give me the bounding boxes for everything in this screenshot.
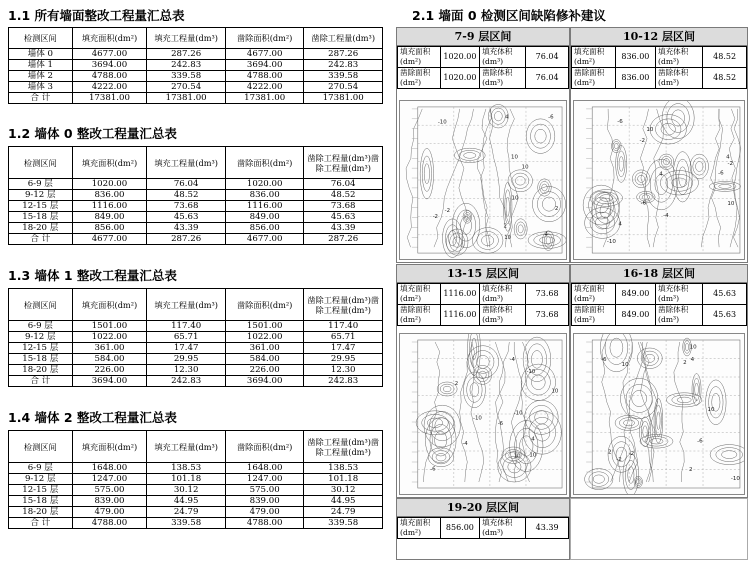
fill-area-value: 1116.00 xyxy=(440,284,479,305)
table-cell: 4222.00 xyxy=(225,82,304,93)
table-cell: 45.63 xyxy=(304,212,383,223)
defect-section-title: 2.1 墙面 0 检测区间缺陷修补建议 xyxy=(412,8,606,23)
table-cell: 12-15 层 xyxy=(9,343,73,354)
table-cell: 9-12 层 xyxy=(9,332,73,343)
fill-volume-label: 填充体积(dm³) xyxy=(656,47,703,68)
fill-volume-label: 填充体积(dm³) xyxy=(480,284,526,305)
fill-area-label: 填充面积(dm²) xyxy=(572,284,616,305)
table-cell: 4222.00 xyxy=(72,82,147,93)
fill-volume-value: 43.39 xyxy=(526,518,569,539)
table-row xyxy=(398,47,569,68)
table-cell: 6-9 层 xyxy=(9,321,73,332)
interval-panel-13-15 xyxy=(396,264,570,498)
table-cell: 856.00 xyxy=(72,223,147,234)
table-cell: 242.83 xyxy=(147,376,226,387)
cut-area-label: 凿除面积(dm²) xyxy=(572,68,616,89)
table-cell: 48.52 xyxy=(304,190,383,201)
summary-table-wall-1 xyxy=(8,288,383,387)
table-cell: 4677.00 xyxy=(225,234,304,245)
table-row xyxy=(398,284,569,305)
table-cell: 9-12 层 xyxy=(9,474,73,485)
table-cell: 138.53 xyxy=(147,463,226,474)
interval-panel-7-9 xyxy=(396,27,570,263)
table-cell: 17381.00 xyxy=(147,93,226,104)
cut-area-value: 836.00 xyxy=(615,68,655,89)
table-cell: 479.00 xyxy=(72,507,147,518)
table-row xyxy=(9,201,383,212)
table-cell: 479.00 xyxy=(225,507,304,518)
table-cell: 9-12 层 xyxy=(9,190,73,201)
table-cell: 226.00 xyxy=(72,365,147,376)
section-title-all-walls: 1.1 所有墙面整改工程量汇总表 xyxy=(8,8,185,23)
contour-value-label: 10 xyxy=(511,154,518,161)
table-cell: 138.53 xyxy=(304,463,383,474)
interval-title: 7-9 层区间 xyxy=(397,28,569,46)
contour-map-svg xyxy=(574,334,744,494)
defect-contour-plot xyxy=(573,100,745,260)
table-row xyxy=(9,60,383,71)
table-cell: 4677.00 xyxy=(72,234,147,245)
table-row xyxy=(9,71,383,82)
table-cell: 287.26 xyxy=(304,49,383,60)
table-cell: 849.00 xyxy=(225,212,304,223)
contour-value-label: 10 xyxy=(646,126,654,133)
column-header: 检测区间 xyxy=(9,431,73,463)
contour-value-label: -10 xyxy=(730,475,740,482)
column-header: 填充面积(dm²) xyxy=(72,431,147,463)
defect-repair-column xyxy=(392,0,750,561)
table-row xyxy=(398,305,569,326)
cut-volume-value: 76.04 xyxy=(526,68,569,89)
column-header: 凿除工程量(dm³)凿除工程量(dm³) xyxy=(304,431,383,463)
table-row xyxy=(9,234,383,245)
column-header: 填充面积(dm²) xyxy=(72,289,147,321)
fill-area-label: 填充面积(dm²) xyxy=(398,47,441,68)
interval-panel-19-20 xyxy=(396,498,570,560)
table-cell: 839.00 xyxy=(225,496,304,507)
fill-area-value: 849.00 xyxy=(615,284,655,305)
cut-volume-value: 48.52 xyxy=(703,68,747,89)
defect-contour-plot xyxy=(399,333,567,495)
section-title-wall-1: 1.3 墙体 1 整改工程量汇总表 xyxy=(8,268,177,283)
contour-value-label: 10 xyxy=(551,388,559,395)
table-cell: 1501.00 xyxy=(225,321,304,332)
contour-value-label: -2 xyxy=(628,451,635,458)
table-cell: 墙体 1 xyxy=(9,60,73,71)
cut-volume-label: 凿除体积(dm³) xyxy=(656,68,703,89)
contour-value-label: 4 xyxy=(659,171,663,178)
table-cell: 584.00 xyxy=(72,354,147,365)
table-row xyxy=(572,47,747,68)
contour-value-label: -6 xyxy=(640,200,647,207)
fill-volume-value: 45.63 xyxy=(703,284,747,305)
table-row xyxy=(398,68,569,89)
interval-title: 19-20 层区间 xyxy=(397,499,569,517)
contour-value-label: -2 xyxy=(616,457,622,464)
column-header: 填充工程量(dm³) xyxy=(147,431,226,463)
table-cell: 4788.00 xyxy=(225,518,304,529)
contour-value-label: 2 xyxy=(608,449,612,456)
interval-title: 10-12 层区间 xyxy=(571,28,747,46)
table-cell: 73.68 xyxy=(147,201,226,212)
contour-value-label: 10 xyxy=(727,200,735,207)
contour-value-label: 10 xyxy=(689,344,697,351)
contour-value-label: -4 xyxy=(509,357,515,364)
interval-title: 13-15 层区间 xyxy=(397,265,569,283)
fill-volume-value: 73.68 xyxy=(526,284,569,305)
fill-area-value: 836.00 xyxy=(615,47,655,68)
contour-value-label: 10 xyxy=(511,195,519,202)
table-cell: 30.12 xyxy=(147,485,226,496)
contour-value-label: 2 xyxy=(454,381,459,388)
contour-value-label: -2 xyxy=(639,138,646,145)
table-cell: 4677.00 xyxy=(72,49,147,60)
table-cell: 226.00 xyxy=(225,365,304,376)
table-row xyxy=(9,474,383,485)
cut-volume-label: 凿除体积(dm³) xyxy=(480,68,526,89)
table-cell: 1020.00 xyxy=(72,179,147,190)
table-cell: 584.00 xyxy=(225,354,304,365)
fill-area-label: 填充面积(dm²) xyxy=(398,518,441,539)
interval-quantity-table xyxy=(571,283,747,326)
contour-value-label: -6 xyxy=(718,170,724,177)
table-cell: 836.00 xyxy=(72,190,147,201)
contour-map-svg xyxy=(400,334,566,494)
cut-area-value: 1020.00 xyxy=(440,68,479,89)
table-cell: 4677.00 xyxy=(225,49,304,60)
table-cell: 43.39 xyxy=(304,223,383,234)
summary-table-wall-0 xyxy=(8,146,383,245)
table-cell: 242.83 xyxy=(147,60,226,71)
table-cell: 1247.00 xyxy=(225,474,304,485)
summary-table-wall-2 xyxy=(8,430,383,529)
column-header: 凿除面积(dm²) xyxy=(225,28,304,49)
contour-value-label: 2 xyxy=(683,360,687,367)
table-cell: 65.71 xyxy=(147,332,226,343)
table-cell: 29.95 xyxy=(147,354,226,365)
column-header: 填充面积(dm²) xyxy=(72,28,147,49)
table-cell: 17381.00 xyxy=(225,93,304,104)
contour-value-label: 10 xyxy=(529,452,537,459)
table-cell: 242.83 xyxy=(304,376,383,387)
cut-volume-label: 凿除体积(dm³) xyxy=(656,305,703,326)
table-cell: 合 计 xyxy=(9,518,73,529)
contour-value-label: -2 xyxy=(444,207,451,214)
column-header: 填充工程量(dm³) xyxy=(147,147,226,179)
fill-volume-label: 填充体积(dm³) xyxy=(480,47,526,68)
table-cell: 17.47 xyxy=(147,343,226,354)
table-cell: 45.63 xyxy=(147,212,226,223)
defect-contour-plot xyxy=(573,333,745,495)
table-cell: 12.30 xyxy=(147,365,226,376)
column-header: 凿除工程量(dm³)凿除工程量(dm³) xyxy=(304,147,383,179)
column-header: 凿除工程量(dm³)凿除工程量(dm³) xyxy=(304,289,383,321)
table-cell: 30.12 xyxy=(304,485,383,496)
table-row xyxy=(9,82,383,93)
fill-volume-label: 填充体积(dm³) xyxy=(480,518,526,539)
table-cell: 361.00 xyxy=(72,343,147,354)
contour-value-label: -6 xyxy=(697,438,703,445)
table-row xyxy=(9,332,383,343)
fill-volume-value: 48.52 xyxy=(703,47,747,68)
column-header: 凿除面积(dm²) xyxy=(225,431,304,463)
table-row xyxy=(9,179,383,190)
table-row xyxy=(9,518,383,529)
table-cell: 287.26 xyxy=(304,234,383,245)
cut-area-label: 凿除面积(dm²) xyxy=(398,305,441,326)
table-cell: 墙体 0 xyxy=(9,49,73,60)
table-cell: 270.54 xyxy=(147,82,226,93)
table-cell: 849.00 xyxy=(72,212,147,223)
table-cell: 15-18 层 xyxy=(9,212,73,223)
contour-value-label: 2 xyxy=(554,206,559,213)
table-cell: 1247.00 xyxy=(72,474,147,485)
column-header: 检测区间 xyxy=(9,289,73,321)
contour-map-svg xyxy=(574,101,744,259)
table-cell: 15-18 层 xyxy=(9,496,73,507)
contour-value-label: -4 xyxy=(663,212,669,219)
table-cell: 73.68 xyxy=(304,201,383,212)
table-cell: 1501.00 xyxy=(72,321,147,332)
table-cell: 6-9 层 xyxy=(9,179,73,190)
contour-value-label: -2 xyxy=(432,213,439,220)
table-cell: 4788.00 xyxy=(225,71,304,82)
table-cell: 4788.00 xyxy=(72,518,147,529)
table-cell: 24.79 xyxy=(147,507,226,518)
table-cell: 3694.00 xyxy=(72,60,147,71)
table-cell: 合 计 xyxy=(9,376,73,387)
table-cell: 18-20 层 xyxy=(9,223,73,234)
table-cell: 339.58 xyxy=(147,71,226,82)
contour-value-label: -4 xyxy=(462,441,468,448)
table-cell: 合 计 xyxy=(9,234,73,245)
table-cell: 101.18 xyxy=(304,474,383,485)
contour-value-label: -6 xyxy=(617,119,623,126)
contour-value-label: -10 xyxy=(437,119,447,126)
contour-value-label: -10 xyxy=(473,415,482,422)
fill-volume-label: 填充体积(dm³) xyxy=(656,284,703,305)
fill-area-value: 856.00 xyxy=(440,518,479,539)
cut-volume-value: 73.68 xyxy=(526,305,569,326)
table-row xyxy=(9,496,383,507)
table-cell: 18-20 层 xyxy=(9,365,73,376)
table-cell: 1648.00 xyxy=(72,463,147,474)
contour-value-label: 4 xyxy=(531,436,535,443)
table-cell: 101.18 xyxy=(147,474,226,485)
fill-area-label: 填充面积(dm²) xyxy=(572,47,616,68)
defect-contour-plot xyxy=(399,100,567,260)
contour-value-label: 4 xyxy=(690,356,695,363)
contour-value-label: 4 xyxy=(505,114,509,121)
column-header: 填充工程量(dm³) xyxy=(147,289,226,321)
table-cell: 76.04 xyxy=(304,179,383,190)
table-row xyxy=(9,93,383,104)
table-row xyxy=(9,507,383,518)
table-cell: 15-18 层 xyxy=(9,354,73,365)
table-cell: 17.47 xyxy=(304,343,383,354)
table-row xyxy=(398,518,569,539)
table-row xyxy=(9,354,383,365)
contour-value-label: -10 xyxy=(606,238,616,245)
table-cell: 270.54 xyxy=(304,82,383,93)
table-row xyxy=(9,49,383,60)
table-row xyxy=(9,321,383,332)
contour-value-label: 2 xyxy=(503,223,508,230)
table-cell: 3694.00 xyxy=(225,376,304,387)
table-cell: 44.95 xyxy=(147,496,226,507)
table-cell: 1022.00 xyxy=(225,332,304,343)
contour-value-label: -6 xyxy=(497,420,504,427)
contour-value-label: 10 xyxy=(621,361,629,368)
contour-value-label: 4 xyxy=(618,221,622,228)
contour-map-svg xyxy=(400,101,566,259)
table-cell: 242.83 xyxy=(304,60,383,71)
contour-value-label: 10 xyxy=(513,453,521,460)
table-cell: 17381.00 xyxy=(304,93,383,104)
table-cell: 575.00 xyxy=(225,485,304,496)
table-cell: 117.40 xyxy=(147,321,226,332)
table-cell: 12-15 层 xyxy=(9,485,73,496)
table-cell: 65.71 xyxy=(304,332,383,343)
interval-quantity-table xyxy=(571,46,747,89)
column-header: 填充工程量(dm³) xyxy=(147,28,226,49)
contour-value-label: 10 xyxy=(521,164,529,171)
column-header: 凿除工程量(dm³) xyxy=(304,28,383,49)
table-cell: 24.79 xyxy=(304,507,383,518)
contour-value-label: -10 xyxy=(513,410,523,417)
table-row xyxy=(9,190,383,201)
contour-value-label: -2 xyxy=(727,161,734,167)
interval-title: 16-18 层区间 xyxy=(571,265,747,283)
column-header: 凿除面积(dm²) xyxy=(225,147,304,179)
table-row xyxy=(9,365,383,376)
table-cell: 117.40 xyxy=(304,321,383,332)
contour-value-label: 10 xyxy=(504,234,512,241)
interval-quantity-table xyxy=(397,283,569,326)
interval-panel-16-18 xyxy=(570,264,748,498)
column-header: 凿除面积(dm²) xyxy=(225,289,304,321)
table-cell: 29.95 xyxy=(304,354,383,365)
column-header: 填充面积(dm²) xyxy=(72,147,147,179)
contour-value-label: 4 xyxy=(726,154,730,161)
contour-value-label: -10 xyxy=(526,368,536,375)
contour-value-label: 2 xyxy=(688,467,693,474)
interval-quantity-table xyxy=(397,46,569,89)
table-cell: 12.30 xyxy=(304,365,383,376)
table-cell: 6-9 层 xyxy=(9,463,73,474)
table-cell: 墙体 3 xyxy=(9,82,73,93)
table-cell: 339.58 xyxy=(304,518,383,529)
fill-volume-value: 76.04 xyxy=(526,47,569,68)
interval-quantity-table xyxy=(397,517,569,539)
table-cell: 839.00 xyxy=(72,496,147,507)
table-cell: 18-20 层 xyxy=(9,507,73,518)
contour-value-label: -6 xyxy=(548,114,554,121)
table-cell: 76.04 xyxy=(147,179,226,190)
interval-panel-10-12 xyxy=(570,27,748,263)
table-cell: 44.95 xyxy=(304,496,383,507)
cut-area-value: 849.00 xyxy=(615,305,655,326)
fill-area-label: 填充面积(dm²) xyxy=(398,284,441,305)
table-cell: 836.00 xyxy=(225,190,304,201)
section-title-wall-0: 1.2 墙体 0 整改工程量汇总表 xyxy=(8,126,177,141)
table-cell: 1020.00 xyxy=(225,179,304,190)
table-row xyxy=(572,68,747,89)
table-cell: 1022.00 xyxy=(72,332,147,343)
table-row xyxy=(572,284,747,305)
table-row xyxy=(9,223,383,234)
summary-table-all-walls xyxy=(8,27,383,104)
table-cell: 1116.00 xyxy=(225,201,304,212)
column-header: 检测区间 xyxy=(9,28,73,49)
contour-value-label: 4 xyxy=(544,232,548,239)
table-row xyxy=(9,343,383,354)
table-cell: 856.00 xyxy=(225,223,304,234)
table-cell: 575.00 xyxy=(72,485,147,496)
table-cell: 48.52 xyxy=(147,190,226,201)
cut-volume-label: 凿除体积(dm³) xyxy=(480,305,526,326)
table-cell: 43.39 xyxy=(147,223,226,234)
table-cell: 4788.00 xyxy=(72,71,147,82)
cut-volume-value: 45.63 xyxy=(703,305,747,326)
contour-value-label: 10 xyxy=(707,407,715,414)
cut-area-label: 凿除面积(dm²) xyxy=(398,68,441,89)
table-cell: 合 计 xyxy=(9,93,73,104)
table-cell: 339.58 xyxy=(147,518,226,529)
table-cell: 287.26 xyxy=(147,49,226,60)
table-row xyxy=(9,463,383,474)
fill-area-value: 1020.00 xyxy=(440,47,479,68)
table-cell: 1648.00 xyxy=(225,463,304,474)
table-cell: 287.26 xyxy=(147,234,226,245)
table-row xyxy=(9,485,383,496)
table-cell: 339.58 xyxy=(304,71,383,82)
contour-value-label: -6 xyxy=(601,356,607,363)
table-row xyxy=(9,376,383,387)
column-header: 检测区间 xyxy=(9,147,73,179)
table-cell: 墙体 2 xyxy=(9,71,73,82)
cut-area-value: 1116.00 xyxy=(440,305,479,326)
empty-panel xyxy=(570,498,748,560)
table-cell: 3694.00 xyxy=(225,60,304,71)
cut-area-label: 凿除面积(dm²) xyxy=(572,305,616,326)
table-row xyxy=(9,212,383,223)
table-row xyxy=(572,305,747,326)
table-cell: 1116.00 xyxy=(72,201,147,212)
table-cell: 12-15 层 xyxy=(9,201,73,212)
table-cell: 17381.00 xyxy=(72,93,147,104)
section-title-wall-2: 1.4 墙体 2 整改工程量汇总表 xyxy=(8,410,177,425)
contour-value-label: -6 xyxy=(430,466,436,473)
table-cell: 361.00 xyxy=(225,343,304,354)
table-cell: 3694.00 xyxy=(72,376,147,387)
